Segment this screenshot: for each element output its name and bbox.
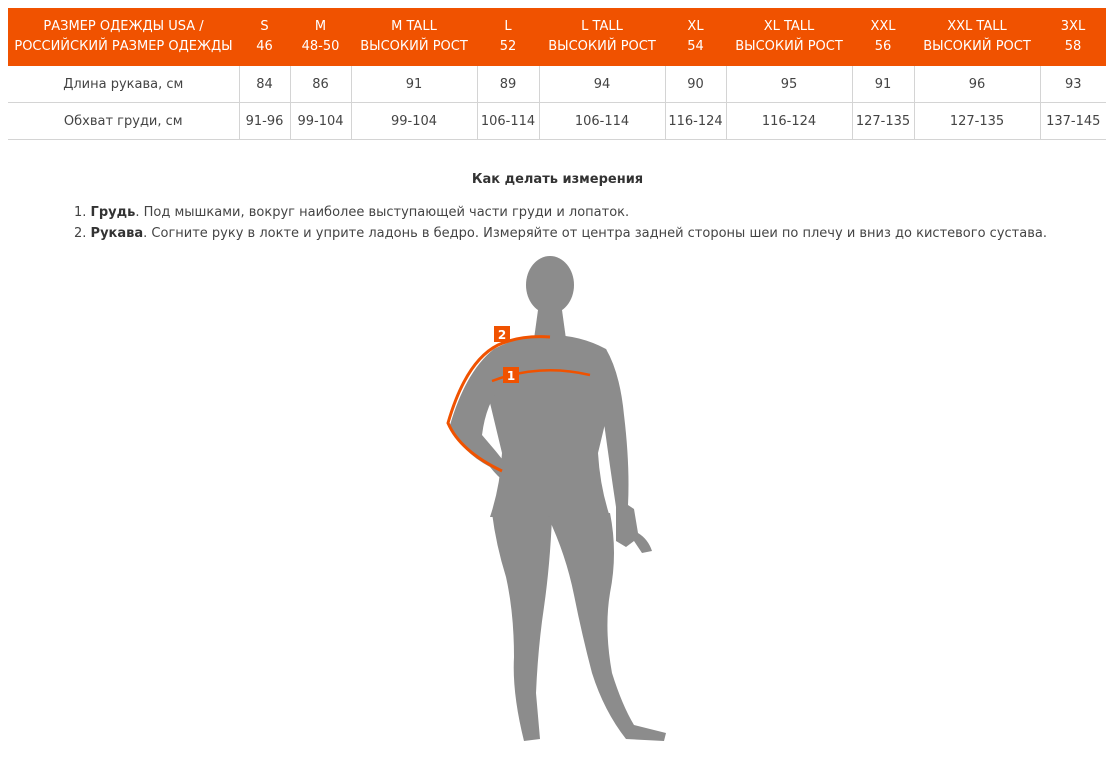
section-title: Как делать измерения xyxy=(471,172,644,187)
table-cell: Длина рукава, см xyxy=(8,66,239,103)
table-cell: 84 xyxy=(239,66,290,103)
marker-1-icon xyxy=(503,367,519,383)
header-3xl: 3XL 58 xyxy=(1040,8,1106,66)
header-s: S 46 xyxy=(239,8,290,66)
body-measurement-figure xyxy=(420,255,700,755)
header-size-label: РАЗМЕР ОДЕЖДЫ USA / РОССИЙСКИЙ РАЗМЕР ОДЕЖДЫ xyxy=(8,8,239,66)
table-cell: 99-104 xyxy=(290,103,351,140)
svg-text:1: 1 xyxy=(506,369,516,383)
table-cell: 91-96 xyxy=(239,103,290,140)
list-item: 1. Грудь. Под мышками, вокруг наиболее выступающей части груди и лопаток. xyxy=(74,205,630,220)
table-cell: 106-114 xyxy=(539,103,665,140)
table-row xyxy=(8,103,1106,140)
step-term: Рукава xyxy=(90,226,144,241)
measurement-steps xyxy=(74,202,1047,244)
svg-text:2: 2 xyxy=(497,328,507,342)
table-cell: 127-135 xyxy=(852,103,914,140)
step-term: Грудь xyxy=(90,205,136,220)
header-xxl-tall: XXL TALL ВЫСОКИЙ РОСТ xyxy=(914,8,1040,66)
table-cell: 91 xyxy=(351,66,477,103)
table-cell: 93 xyxy=(1040,66,1106,103)
table-cell: 89 xyxy=(477,66,539,103)
table-cell: 96 xyxy=(914,66,1040,103)
human-silhouette-icon xyxy=(450,256,666,741)
header-xl: XL 54 xyxy=(665,8,726,66)
table-row xyxy=(8,66,1106,103)
list-item: 2. Рукава. Согните руку в локте и уприте ладонь в бедро. Измеряйте от центра задней стороны шеи по плечу и вниз до кистевого сустава. xyxy=(74,226,1047,241)
table-cell: 94 xyxy=(539,66,665,103)
header-l-tall: L TALL ВЫСОКИЙ РОСТ xyxy=(539,8,665,66)
table-cell: 137-145 xyxy=(1040,103,1106,140)
table-cell: 127-135 xyxy=(914,103,1040,140)
header-l: L 52 xyxy=(477,8,539,66)
table-cell: 91 xyxy=(852,66,914,103)
table-cell: 106-114 xyxy=(477,103,539,140)
header-xxl: XXL 56 xyxy=(852,8,914,66)
header-xl-tall: XL TALL ВЫСОКИЙ РОСТ xyxy=(726,8,852,66)
table-cell: 86 xyxy=(290,66,351,103)
marker-2-icon xyxy=(494,326,510,342)
table-cell: 95 xyxy=(726,66,852,103)
table-cell: Обхват груди, см xyxy=(8,103,239,140)
table-cell: 116-124 xyxy=(665,103,726,140)
table-cell: 116-124 xyxy=(726,103,852,140)
table-cell: 99-104 xyxy=(351,103,477,140)
header-m-tall: M TALL ВЫСОКИЙ РОСТ xyxy=(351,8,477,66)
header-m: M 48-50 xyxy=(290,8,351,66)
table-header-row xyxy=(8,8,1106,66)
table-cell: 90 xyxy=(665,66,726,103)
size-table xyxy=(8,8,1106,140)
